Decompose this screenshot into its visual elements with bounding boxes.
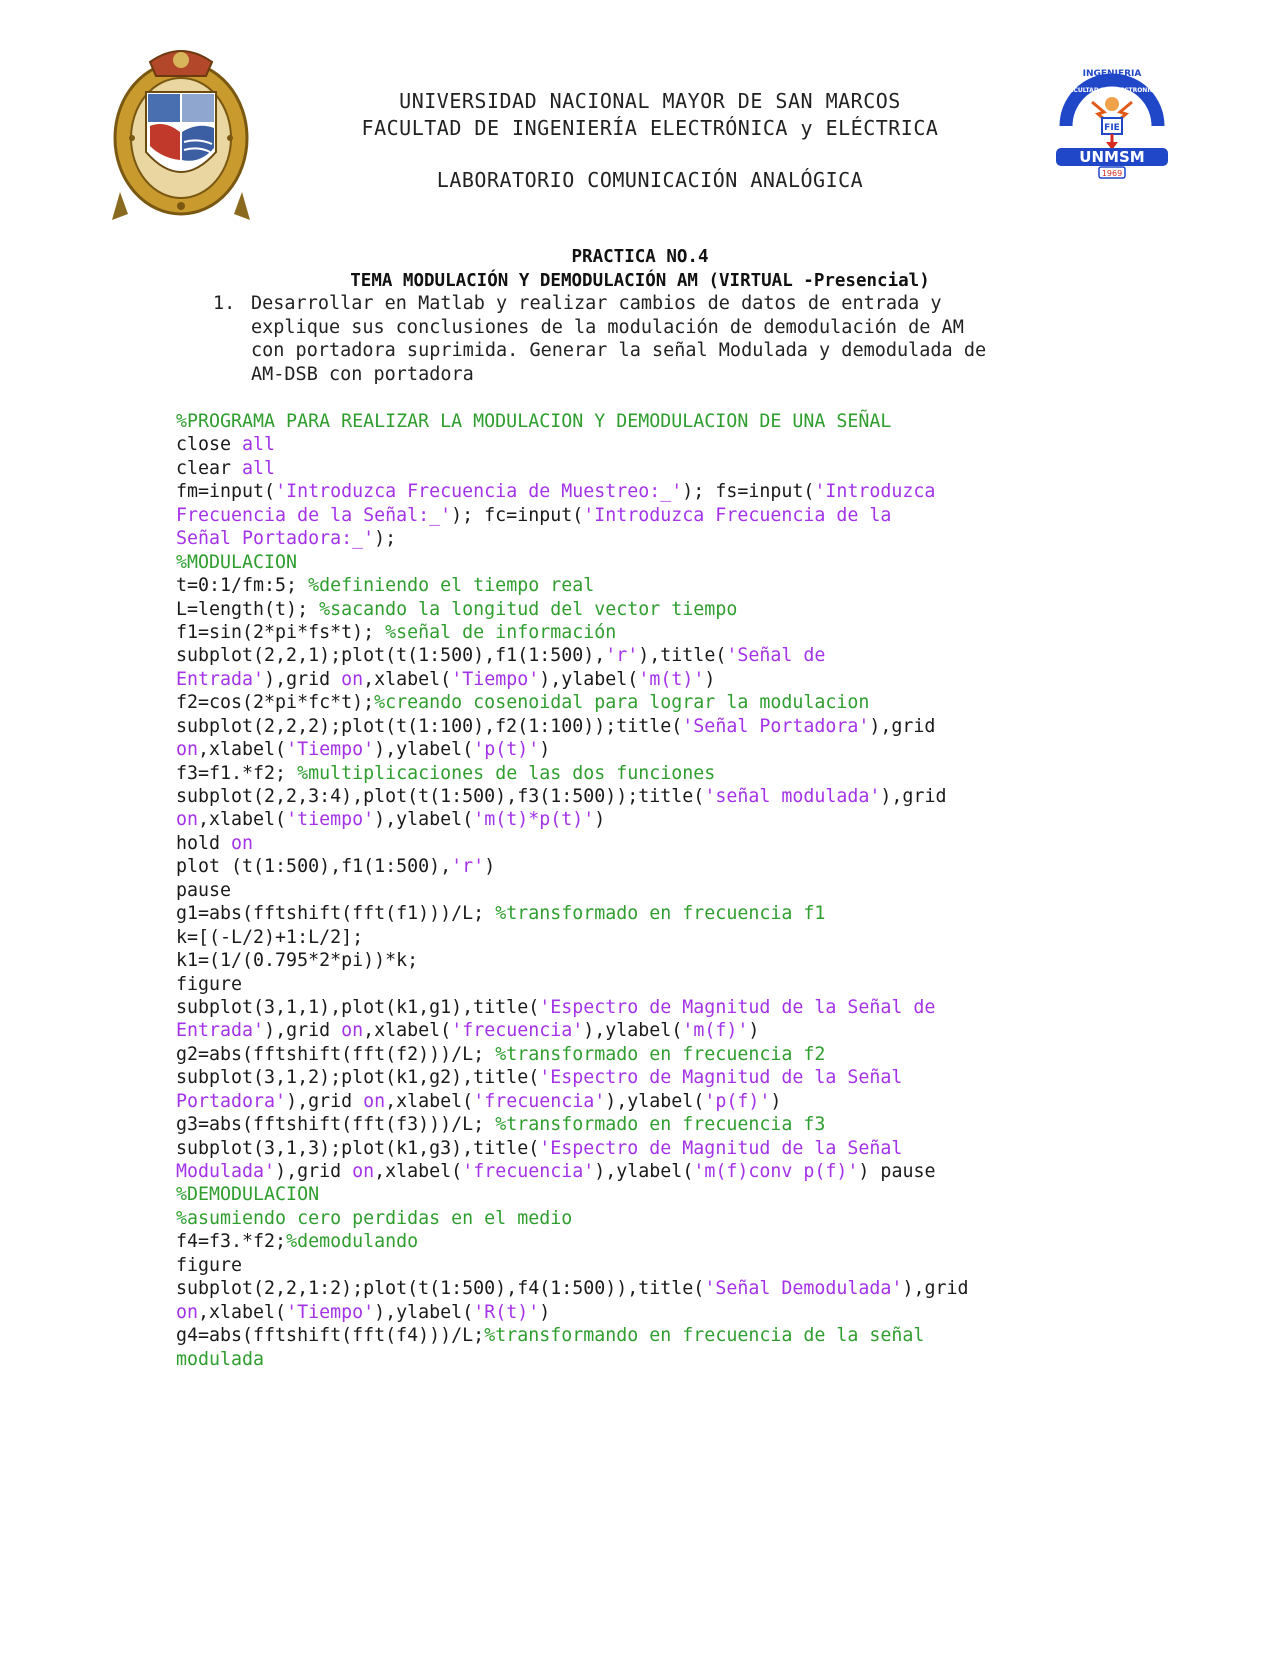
code-line <box>176 1277 1176 1300</box>
code-token: 'Introduzca <box>814 481 936 503</box>
unmsm-crest-logo <box>110 42 252 224</box>
code-token: ),grid <box>264 1020 342 1042</box>
code-token: ,xlabel( <box>198 1301 287 1323</box>
code-token: ,xlabel( <box>363 668 452 690</box>
code-line <box>176 457 1176 480</box>
code-token: Entrada' <box>176 668 265 690</box>
code-token: 'Señal Demodulada' <box>704 1278 903 1300</box>
code-line <box>176 902 1176 925</box>
code-token: ) <box>770 1090 782 1112</box>
code-token: Señal Portadora:_' <box>176 528 375 550</box>
code-token: ) <box>539 1301 551 1323</box>
logo-year-text: 1969 <box>1101 169 1123 178</box>
code-token: g2=abs(fftshift(fft(f2)))/L; <box>176 1043 496 1065</box>
code-token: ),grid <box>264 668 342 690</box>
code-token: Frecuencia de la Señal:_' <box>176 504 452 526</box>
code-token: ) <box>539 739 551 761</box>
code-token: Entrada' <box>176 1020 265 1042</box>
code-token: ) <box>484 856 496 878</box>
code-token: subplot(2,2,2);plot(t(1:100),f2(1:100));title( <box>176 715 683 737</box>
instruction-line: Desarrollar en Matlab y realizar cambios de datos de entrada y <box>251 293 942 314</box>
code-token: %creando cosenoidal para lograr la modulacion <box>374 692 870 714</box>
code-token: ),grid <box>286 1090 364 1112</box>
code-token: 'r' <box>451 856 485 878</box>
code-line <box>176 996 1176 1019</box>
code-token: all <box>242 434 276 456</box>
logo-top-text: INGENIERIA <box>1082 69 1142 79</box>
code-token: 'm(t)' <box>638 668 705 690</box>
code-line <box>176 1207 1176 1230</box>
code-token: ,xlabel( <box>374 1161 463 1182</box>
code-token: on <box>176 809 199 831</box>
code-token: ),ylabel( <box>605 1090 705 1112</box>
code-token: 'r' <box>605 645 639 667</box>
code-token: clear <box>176 457 243 479</box>
code-token: ); fc=input( <box>451 504 584 526</box>
code-token: 'Introduzca Frecuencia de la <box>583 504 892 526</box>
code-line <box>176 738 1176 761</box>
code-token: %señal de información <box>385 621 617 643</box>
code-token: %demodulando <box>286 1231 419 1253</box>
code-line <box>176 691 1176 714</box>
code-token: %transformado en frecuencia f1 <box>495 903 826 925</box>
code-token: 'Espectro de Magnitud de la Señal <box>539 1137 903 1159</box>
code-token: on <box>176 1301 199 1323</box>
code-token: %multiplicaciones de las dos funciones <box>297 762 716 784</box>
code-token: 'm(t)*p(t)' <box>473 809 595 831</box>
code-token: ),ylabel( <box>374 739 474 761</box>
code-token: 'Señal Portadora' <box>682 715 870 737</box>
code-line <box>176 1137 1176 1160</box>
code-token: ,xlabel( <box>198 739 287 761</box>
code-line <box>176 621 1176 644</box>
code-token: %transformado en frecuencia f2 <box>495 1043 826 1065</box>
code-token: ),ylabel( <box>374 809 474 831</box>
code-token: g4=abs(fftshift(fft(f4)))/L; <box>176 1325 485 1347</box>
code-token: 'frecuencia' <box>462 1161 595 1182</box>
code-token: %MODULACION <box>176 551 298 573</box>
code-token: ),title( <box>638 645 727 667</box>
code-line <box>176 832 1176 855</box>
code-token: ); fs=input( <box>682 481 815 503</box>
code-token: ),ylabel( <box>539 668 639 690</box>
code-line <box>176 855 1176 878</box>
code-token: 'Tiempo' <box>286 739 375 761</box>
code-token: %PROGRAMA PARA REALIZAR LA MODULACION Y DEMODULACION DE UNA SEÑAL <box>176 411 892 432</box>
instruction-number: 1. <box>213 293 236 314</box>
code-token: k1=(1/(0.795*2*pi))*k; <box>176 950 419 972</box>
code-token: g1=abs(fftshift(fft(f1)))/L; <box>176 903 496 925</box>
code-token: ) pause <box>858 1161 936 1182</box>
code-token: t=0:1/fm:5; <box>176 575 309 597</box>
code-token: ); <box>374 528 397 550</box>
code-line <box>176 1301 1176 1324</box>
code-token: 'frecuencia' <box>451 1020 584 1042</box>
code-token: 'R(t)' <box>473 1301 540 1323</box>
code-token: 'm(f)' <box>682 1020 749 1042</box>
code-token: ),grid <box>902 1278 969 1300</box>
code-token: on <box>176 739 199 761</box>
code-token: 'm(f)conv p(f)' <box>693 1161 859 1182</box>
code-line <box>176 410 1176 433</box>
code-line <box>176 1324 1176 1347</box>
code-token: close <box>176 434 243 456</box>
code-token: 'tiempo' <box>286 809 375 831</box>
logo-arc-text: FACULTAD DE ELECTRONICA <box>1065 87 1159 94</box>
lab-name: LABORATORIO COMUNICACIÓN ANALÓGICA <box>436 168 864 192</box>
code-token: f2=cos(2*pi*fc*t); <box>176 692 375 714</box>
code-token: subplot(3,1,1),plot(k1,g1),title( <box>176 996 540 1018</box>
code-token: on <box>341 1020 364 1042</box>
code-token: %DEMODULACION <box>176 1184 320 1206</box>
code-line <box>176 926 1176 949</box>
code-token: subplot(2,2,1:2);plot(t(1:500),f4(1:500)),title( <box>176 1278 705 1300</box>
code-token: f3=f1.*f2; <box>176 762 298 784</box>
instruction-line: con portadora suprimida. Generar la señal Modulada y demodulada de <box>251 340 987 361</box>
code-line <box>176 715 1176 738</box>
code-token: g3=abs(fftshift(fft(f3)))/L; <box>176 1114 496 1136</box>
instruction-line: AM-DSB con portadora <box>251 363 474 385</box>
code-token: %asumiendo cero perdidas en el medio <box>176 1207 573 1229</box>
code-line <box>176 504 1176 527</box>
code-token: L=length(t); <box>176 598 320 620</box>
code-line <box>176 1090 1176 1113</box>
code-token: ) <box>704 668 716 690</box>
code-line <box>176 1066 1176 1089</box>
fie-unmsm-logo <box>1052 66 1172 180</box>
code-line <box>176 574 1176 597</box>
code-token: 'señal modulada' <box>704 786 881 807</box>
instruction-text <box>251 292 1071 386</box>
code-token: on <box>231 832 254 854</box>
code-token: f1=sin(2*pi*fs*t); <box>176 621 386 643</box>
practice-topic: TEMA MODULACIÓN Y DEMODULACIÓN AM (VIRTUAL -Presencial) <box>350 271 930 291</box>
code-line <box>176 644 1176 667</box>
code-line <box>176 1160 1176 1183</box>
code-line <box>176 527 1176 550</box>
code-line <box>176 973 1176 996</box>
code-token: modulada <box>176 1348 265 1370</box>
code-token: hold <box>176 832 232 854</box>
faculty-name: FACULTAD DE INGENIERÍA ELECTRÓNICA y ELÉCTRICA <box>361 116 939 140</box>
code-line <box>176 433 1176 456</box>
code-line <box>176 1043 1176 1066</box>
code-token: subplot(2,2,3:4),plot(t(1:500),f3(1:500));title( <box>176 786 705 807</box>
code-token: k=[(-L/2)+1:L/2]; <box>176 926 364 948</box>
code-line <box>176 1019 1176 1042</box>
code-token: ) <box>748 1020 760 1042</box>
code-token: subplot(2,2,1);plot(t(1:500),f1(1:500), <box>176 645 606 667</box>
code-token: figure <box>176 1254 243 1276</box>
code-line <box>176 762 1176 785</box>
code-line <box>176 551 1176 574</box>
code-token: ,xlabel( <box>198 809 287 831</box>
code-token: subplot(3,1,2);plot(k1,g2),title( <box>176 1067 540 1089</box>
code-token: %sacando la longitud del vector tiempo <box>319 598 738 620</box>
code-token: ,xlabel( <box>385 1090 474 1112</box>
code-line <box>176 480 1176 503</box>
logo-unmsm-text: UNMSM <box>1079 148 1145 166</box>
code-token: on <box>363 1090 386 1112</box>
code-token: figure <box>176 973 243 995</box>
code-line <box>176 949 1176 972</box>
code-token: 'p(f)' <box>704 1090 771 1112</box>
code-token: pause <box>176 879 232 901</box>
code-token: 'Tiempo' <box>451 668 540 690</box>
code-line <box>176 598 1176 621</box>
code-token: f4=f3.*f2; <box>176 1231 287 1253</box>
code-token: 'Espectro de Magnitud de la Señal de <box>539 996 936 1018</box>
code-line <box>176 1230 1176 1253</box>
code-token: Portadora' <box>176 1090 287 1112</box>
code-line <box>176 1254 1176 1277</box>
university-name: UNIVERSIDAD NACIONAL MAYOR DE SAN MARCOS <box>399 89 901 113</box>
code-token: ,xlabel( <box>363 1020 452 1042</box>
code-token: %definiendo el tiempo real <box>308 575 595 597</box>
code-line <box>176 1348 1176 1371</box>
code-token: 'Espectro de Magnitud de la Señal <box>539 1067 903 1089</box>
code-token: ),grid <box>275 1161 353 1182</box>
code-token: ),ylabel( <box>594 1161 694 1182</box>
code-line <box>176 1183 1176 1206</box>
code-token: 'Introduzca Frecuencia de Muestreo:_' <box>275 481 683 503</box>
matlab-code-listing <box>176 410 1176 1371</box>
code-token: on <box>352 1161 375 1182</box>
code-token: ),ylabel( <box>583 1020 683 1042</box>
code-line <box>176 785 1176 808</box>
code-token: all <box>242 457 276 479</box>
code-token: Modulada' <box>176 1161 276 1182</box>
logo-badge-text: FIE <box>1104 123 1120 133</box>
code-line <box>176 808 1176 831</box>
code-token: on <box>341 668 364 690</box>
code-token: ) <box>594 809 606 831</box>
code-token: %transformando en frecuencia de la señal <box>484 1325 925 1347</box>
code-token: 'Señal de <box>726 645 826 667</box>
practice-title: PRACTICA NO.4 <box>571 247 709 267</box>
code-token: ),grid <box>869 715 936 737</box>
code-line <box>176 1113 1176 1136</box>
code-token: 'frecuencia' <box>473 1090 606 1112</box>
code-token: plot (t(1:500),f1(1:500), <box>176 856 452 878</box>
code-token: ),grid <box>880 786 947 807</box>
code-line <box>176 879 1176 902</box>
code-token: %transformado en frecuencia f3 <box>495 1114 826 1136</box>
code-token: 'p(t)' <box>473 739 540 761</box>
code-token: fm=input( <box>176 481 276 503</box>
code-token: 'Tiempo' <box>286 1301 375 1323</box>
instruction-line: explique sus conclusiones de la modulación de demodulación de AM <box>251 316 964 338</box>
code-token: ),ylabel( <box>374 1301 474 1323</box>
code-token: subplot(3,1,3);plot(k1,g3),title( <box>176 1137 540 1159</box>
code-line <box>176 668 1176 691</box>
